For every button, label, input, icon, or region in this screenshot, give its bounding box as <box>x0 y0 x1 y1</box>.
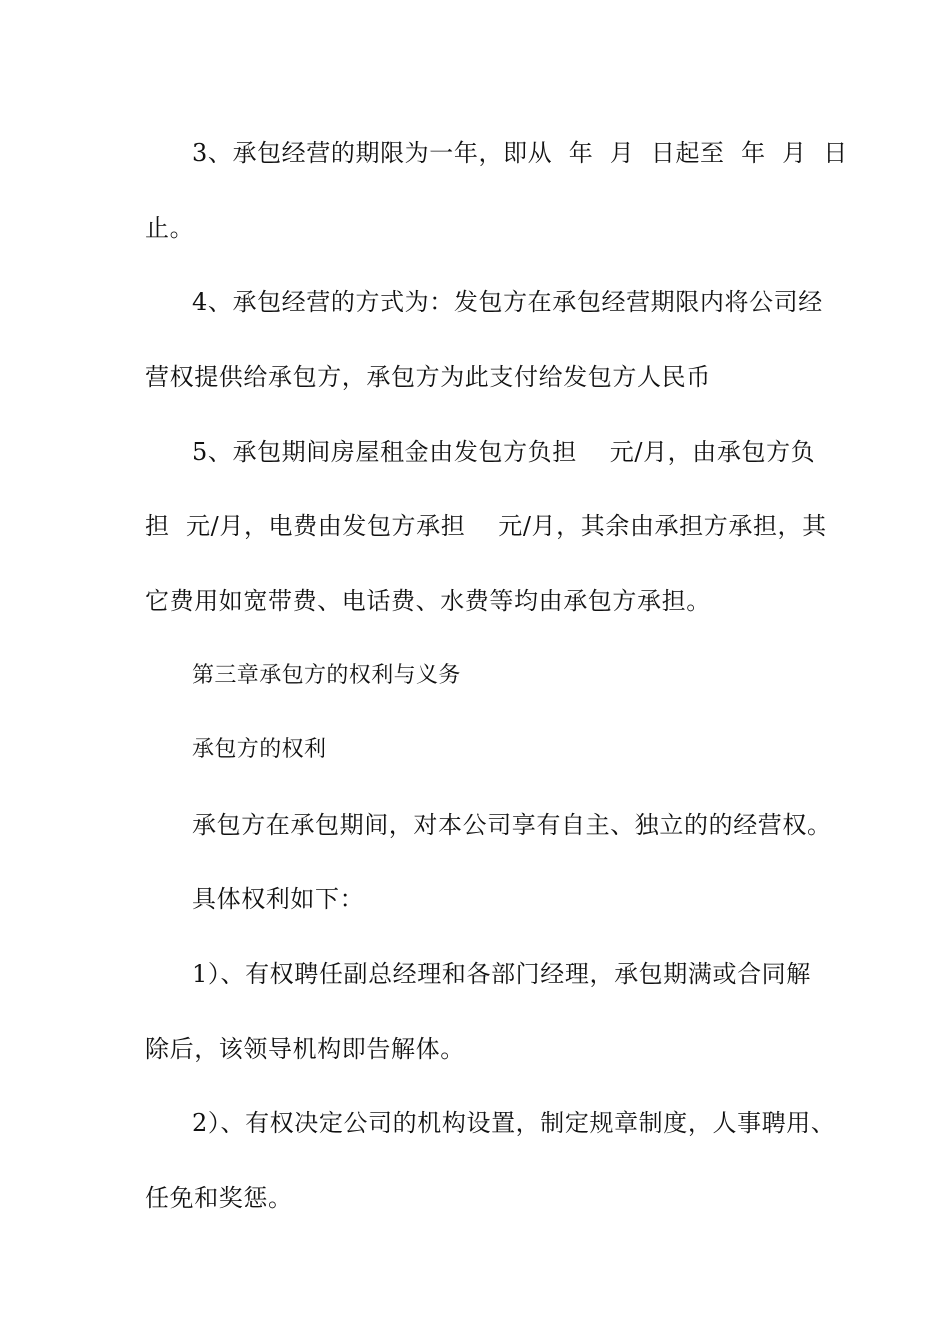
right-1-line-1: 1）、有权聘任副总经理和各部门经理，承包期满或合同解 <box>192 960 811 988</box>
right-2-line-2: 任免和奖惩。 <box>145 1184 293 1212</box>
paragraph-3-line-1: 3、承包经营的期限为一年，即从 年 月 日起至 年 月 日 <box>192 139 848 167</box>
chapter-3-heading: 第三章承包方的权利与义务 <box>192 663 461 688</box>
rights-intro: 承包方在承包期间，对本公司享有自主、独立的的经营权。 <box>192 811 832 839</box>
section-heading-rights: 承包方的权利 <box>192 737 327 762</box>
paragraph-5-line-3: 它费用如宽带费、电话费、水费等均由承包方承担。 <box>145 587 711 615</box>
paragraph-5-line-2: 担 元/月，电费由发包方承担 元/月，其余由承担方承担，其 <box>145 512 827 540</box>
paragraph-5-line-1: 5、承包期间房屋租金由发包方负担 元/月，由承包方负 <box>192 438 816 466</box>
right-1-line-2: 除后，该领导机构即告解体。 <box>145 1035 465 1063</box>
paragraph-3-line-2: 止。 <box>145 214 195 242</box>
paragraph-4-line-2: 营权提供给承包方，承包方为此支付给发包方人民币 <box>145 363 711 391</box>
paragraph-4-line-1: 4、承包经营的方式为：发包方在承包经营期限内将公司经 <box>192 288 823 316</box>
right-2-line-1: 2）、有权决定公司的机构设置，制定规章制度，人事聘用、 <box>192 1109 836 1137</box>
rights-list-intro: 具体权利如下： <box>192 885 365 913</box>
